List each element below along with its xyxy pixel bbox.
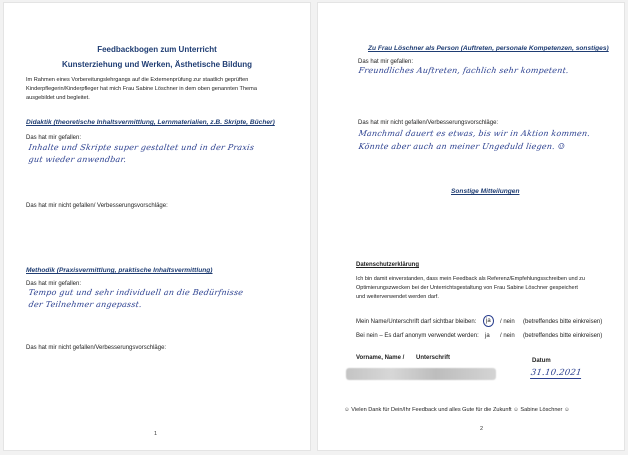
didaktik-liked-handwriting-2: gut wieder anwendbar.: [28, 155, 128, 164]
visible-consent-note: (betreffendes bitte einkreisen): [523, 319, 603, 325]
methodik-disliked-label: Das hat mir nicht gefallen/Verbesserungsvorschläge:: [26, 345, 167, 351]
person-liked-label: Das hat mir gefallen:: [358, 59, 414, 65]
form-subtitle: Kunsterziehung und Werken, Ästhetische Bildung: [61, 60, 253, 69]
person-disliked-label: Das hat mir nicht gefallen/Verbesserungsvorschläge:: [358, 120, 499, 126]
didaktik-liked-label: Das hat mir gefallen:: [26, 135, 82, 141]
signature-label: Unterschrift: [416, 355, 451, 361]
anon-consent-note: (betreffendes bitte einkreisen): [523, 333, 603, 339]
date-label: Datum: [532, 358, 551, 364]
visible-consent-ja-circled[interactable]: ja: [483, 315, 494, 327]
didaktik-liked-handwriting-1: Inhalte und Skripte super gestaltet und in der Praxis: [28, 143, 255, 152]
page-number-2: 2: [480, 426, 484, 432]
name-label: Vorname, Name /: [356, 355, 405, 361]
visible-consent-nein[interactable]: / nein: [500, 319, 515, 325]
intro-text: Im Rahmen eines Vorbereitungslehrgangs auf die Externenprüfung zur staatlich geprüften Kinderpflegerin/Kinderpfleger hat mich Frau Sabine Löschner in dem oben genannten Thema ausgebildet und begleitet.: [26, 77, 257, 101]
visible-consent-label: Mein Name/Unterschrift darf sichtbar bleiben:: [356, 319, 477, 325]
form-title: Feedbackbogen zum Unterricht: [97, 45, 217, 54]
person-disliked-handwriting-1: Manchmal dauert es etwas, bis wir in Aktion kommen.: [358, 129, 591, 138]
methodik-liked-handwriting-1: Tempo gut und sehr individuell an die Bedürfnisse: [28, 288, 244, 297]
section-didaktik-heading: Didaktik (theoretische Inhaltsvermittlung, Lernmaterialien, z.B. Skripte, Bücher): [26, 119, 275, 126]
anon-consent-nein[interactable]: / nein: [500, 333, 515, 339]
footer-thanks: ☺ Vielen Dank für Dein/Ihr Feedback und alles Gute für die Zukunft ☺ Sabine Löschner ☺: [344, 407, 570, 413]
privacy-text: Ich bin damit einverstanden, dass mein Feedback als Referenz/Empfehlungsschreiben und zu Optimierungszwecken bei der Unterrichtsgestaltung von Frau Sabine Löschner gespeichert und weiterverwendet werden darf.: [356, 276, 585, 300]
redacted-signature: [346, 368, 496, 380]
section-sonstige-heading: Sonstige Mitteilungen: [451, 188, 520, 195]
methodik-liked-handwriting-2: der Teilnehmer angepasst.: [28, 300, 143, 309]
privacy-heading: Datenschutzerklärung: [356, 262, 420, 268]
page-number-1: 1: [154, 431, 158, 437]
page-2: [317, 2, 625, 451]
section-methodik-heading: Methodik (Praxisvermittlung, praktische Inhaltsvermittlung): [26, 267, 213, 274]
person-disliked-handwriting-2: Könnte aber auch an meiner Ungeduld liegen. ☺: [358, 142, 566, 151]
page-1: [3, 2, 311, 451]
anon-consent-ja[interactable]: ja: [485, 333, 490, 339]
anon-consent-label: Bei nein – Es darf anonym verwendet werden:: [356, 333, 479, 339]
date-handwriting: 31.10.2021: [530, 368, 583, 378]
didaktik-disliked-label: Das hat mir nicht gefallen/ Verbesserungsvorschläge:: [26, 203, 168, 209]
methodik-liked-label: Das hat mir gefallen:: [26, 281, 82, 287]
section-person-heading: Zu Frau Löschner als Person (Auftreten, personale Kompetenzen, sonstiges): [368, 45, 609, 52]
person-liked-handwriting: Freundliches Auftreten, fachlich sehr kompetent.: [358, 66, 570, 75]
